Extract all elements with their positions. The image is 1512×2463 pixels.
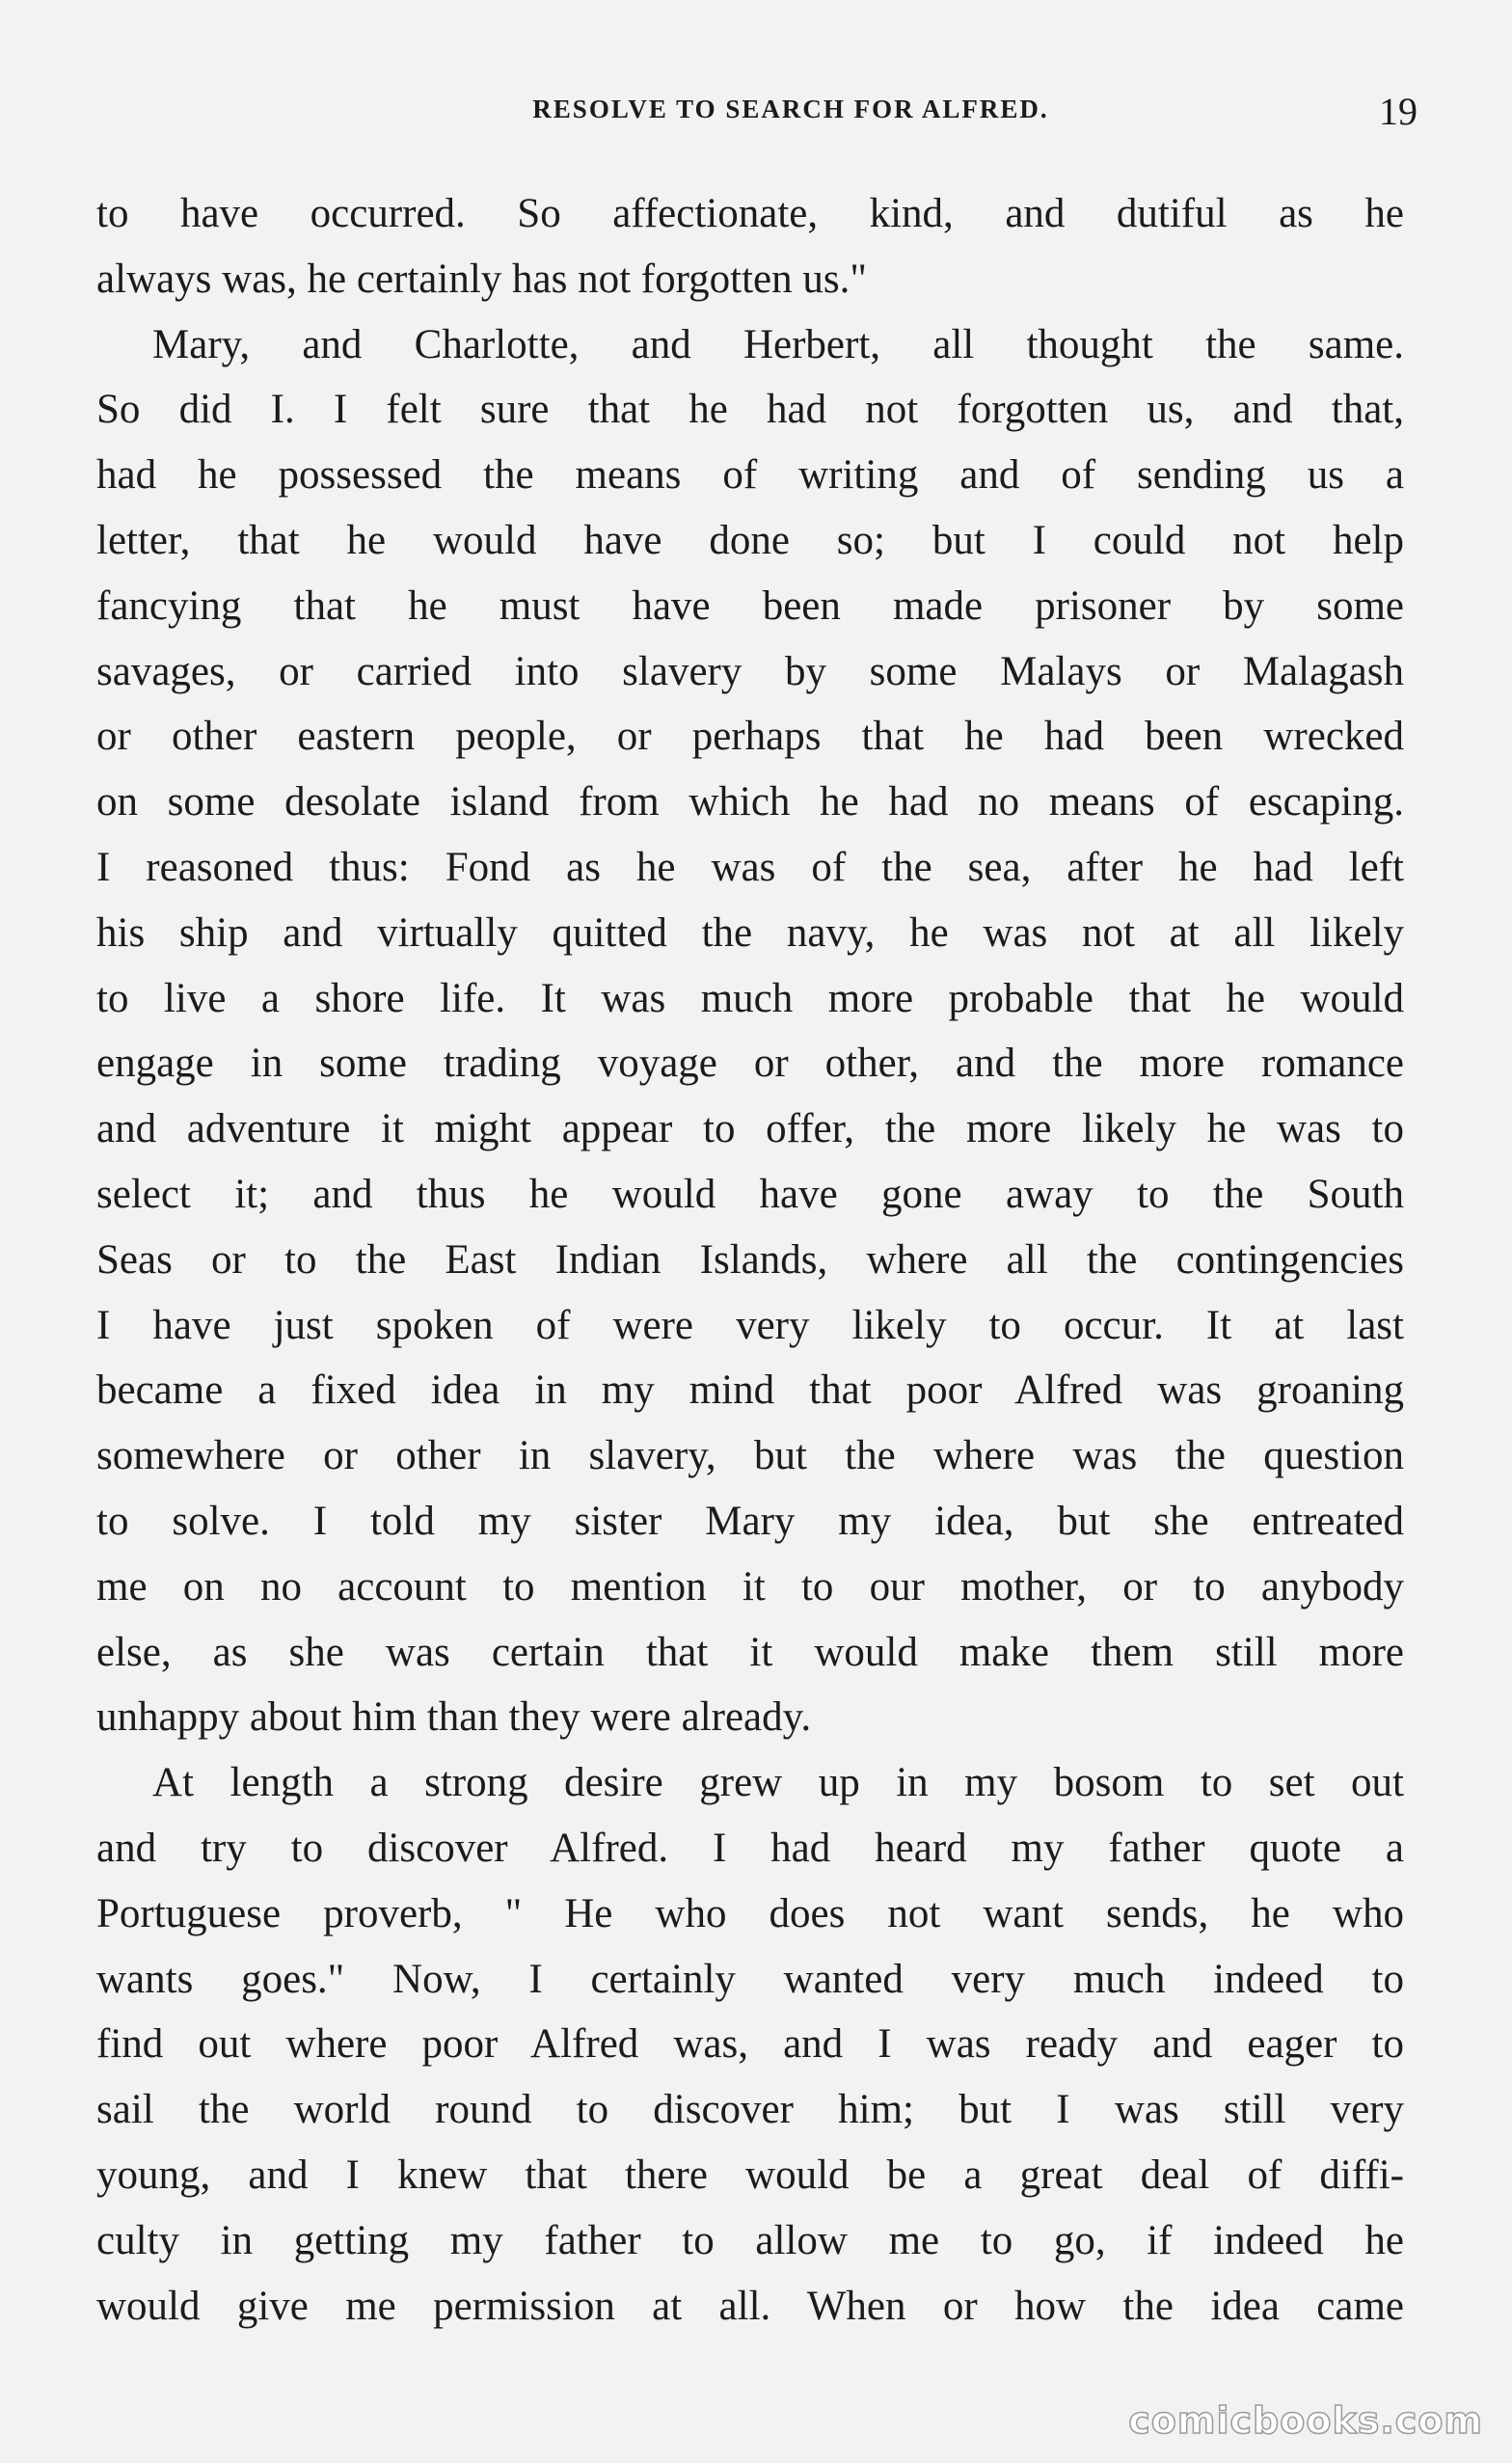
text-line: engage in some trading voyage or other, and the more romance bbox=[96, 1041, 1404, 1087]
text-line: always was, he certainly has not forgotten us." bbox=[96, 256, 867, 302]
text-line: select it; and thus he would have gone away to the South bbox=[96, 1171, 1404, 1217]
text-line: So did I. I felt sure that he had not forgotten us, and that, bbox=[96, 387, 1404, 433]
text-line: and try to discover Alfred. I had heard my father quote a bbox=[96, 1825, 1404, 1871]
text-line: Seas or to the East Indian Islands, where all the contingencies bbox=[96, 1236, 1404, 1283]
text-line: else, as she was certain that it would make them still more bbox=[96, 1629, 1404, 1675]
text-line: me on no account to mention it to our mother, or to anybody bbox=[96, 1563, 1404, 1610]
running-title: RESOLVE TO SEARCH FOR ALFRED. bbox=[532, 95, 1049, 123]
text-line: savages, or carried into slavery by some Malays or Malagash bbox=[96, 648, 1404, 694]
text-line: fancying that he must have been made prisoner by some bbox=[96, 582, 1404, 629]
text-line: young, and I knew that there would be a great deal of diffi- bbox=[96, 2152, 1404, 2198]
text-line: or other eastern people, or perhaps that he had been wrecked bbox=[96, 714, 1404, 760]
text-line: At length a strong desire grew up in my bosom to set out bbox=[152, 1760, 1404, 1806]
text-line: wants goes." Now, I certainly wanted very much indeed to bbox=[96, 1956, 1404, 2002]
site-watermark: comicbooks.com bbox=[1128, 2399, 1483, 2442]
text-line: find out where poor Alfred was, and I was ready and eager to bbox=[96, 2021, 1404, 2068]
text-line: somewhere or other in slavery, but the where was the question bbox=[96, 1433, 1404, 1479]
text-line: on some desolate island from which he had no means of escaping. bbox=[96, 779, 1404, 826]
text-line: to solve. I told my sister Mary my idea, but she entreated bbox=[96, 1498, 1404, 1544]
text-line: I reasoned thus: Fond as he was of the sea, after he had left bbox=[96, 844, 1404, 890]
text-line: sail the world round to discover him; but I was still very bbox=[96, 2087, 1404, 2133]
text-line: to have occurred. So affectionate, kind, and dutiful as he bbox=[96, 191, 1404, 236]
text-line: his ship and virtually quitted the navy, he was not at all likely bbox=[96, 909, 1404, 956]
text-line: and adventure it might appear to offer, the more likely he was to bbox=[96, 1106, 1404, 1152]
running-head bbox=[96, 89, 1418, 137]
text-line: would give me permission at all. When or how the idea came bbox=[96, 2283, 1404, 2329]
body-text bbox=[96, 181, 1404, 2339]
text-line: I have just spoken of were very likely to occur. It at last bbox=[96, 1302, 1404, 1348]
text-line: had he possessed the means of writing and of sending us a bbox=[96, 452, 1404, 499]
text-line: Mary, and Charlotte, and Herbert, all thought the same. bbox=[152, 321, 1404, 367]
text-line: became a fixed idea in my mind that poor Alfred was groaning bbox=[96, 1367, 1404, 1414]
text-line: Portuguese proverb, " He who does not want sends, he who bbox=[96, 1890, 1404, 1936]
page-number: 19 bbox=[1379, 90, 1418, 133]
text-line: letter, that he would have done so; but I could not help bbox=[96, 517, 1404, 563]
text-line: to live a shore life. It was much more probable that he would bbox=[96, 975, 1404, 1021]
text-line: unhappy about him than they were already. bbox=[96, 1694, 812, 1741]
text-line: culty in getting my father to allow me to go, if indeed he bbox=[96, 2217, 1404, 2263]
